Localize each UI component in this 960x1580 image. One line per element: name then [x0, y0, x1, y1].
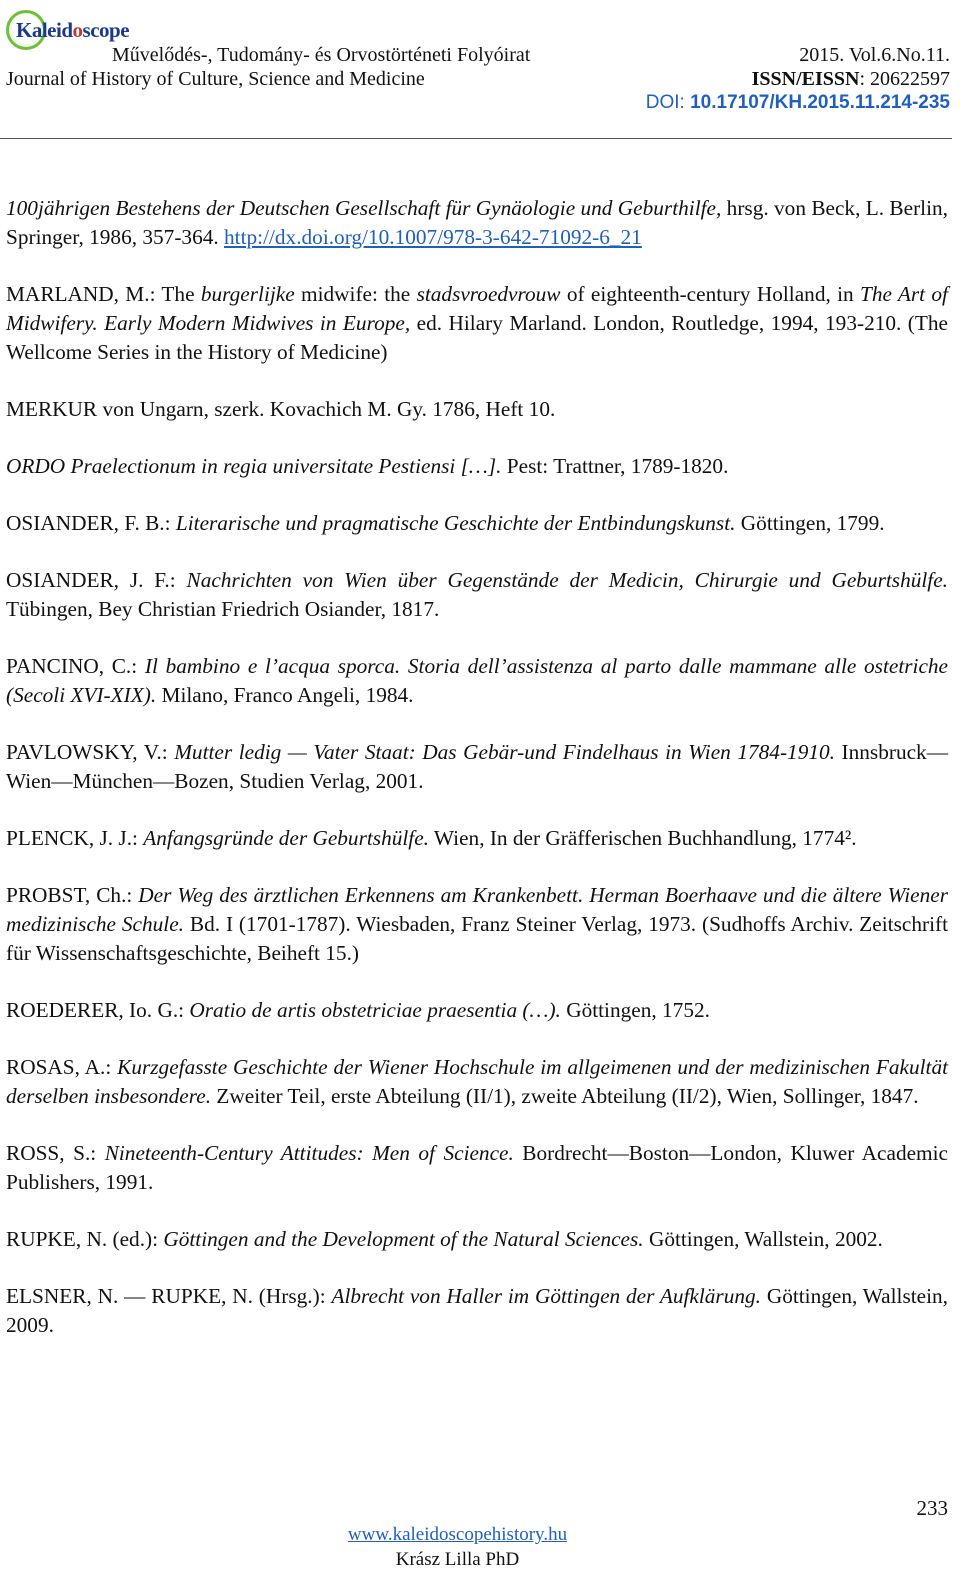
reference-entry: ORDO Praelectionum in regia universitate Pestiensi […]. Pest: Trattner, 1789-1820.: [6, 454, 729, 478]
reference-entry: 100jährigen Bestehens der Deutschen Gesellschaft für Gynäologie und Geburthilfe, hrsg. von Beck, L. Berlin, Springer, 1986, 357-364. http://dx.doi.org/10.1007/978-3-642-71092-6_21: [6, 196, 948, 249]
reference-entry: OSIANDER, J. F.: Nachrichten von Wien über Gegenstände der Medicin, Chirurgie und Geburtshülfe. Tübingen, Bey Christian Friedrich Osiander, 1817.: [6, 568, 948, 621]
journal-title-hungarian: Művelődés-, Tudomány- és Orvostörténeti Folyóirat: [112, 44, 531, 66]
reference-entry: ROEDERER, Io. G.: Oratio de artis obstetriciae praesentia (…). Göttingen, 1752.: [6, 998, 710, 1022]
reference-entry: MERKUR von Ungarn, szerk. Kovachich M. Gy. 1786, Heft 10.: [6, 397, 556, 421]
reference-entry: PAVLOWSKY, V.: Mutter ledig — Vater Staat: Das Gebär-und Findelhaus in Wien 1784-1910. Innsbruck—Wien—München—Bozen, Studien Verlag, 2001.: [6, 740, 948, 793]
kaleidoscope-logo: [6, 10, 130, 50]
reference-entry: ROSS, S.: Nineteenth-Century Attitudes: Men of Science. Bordrecht—Boston—London, Kluwer Academic Publishers, 1991.: [6, 1141, 948, 1194]
journal-volume: 2015. Vol.6.No.11.: [799, 44, 950, 66]
reference-entry: OSIANDER, F. B.: Literarische und pragmatische Geschichte der Entbindungskunst. Göttingen, 1799.: [6, 511, 885, 535]
author-name: Krász Lilla PhD: [395, 1549, 520, 1570]
reference-entry: ELSNER, N. — RUPKE, N. (Hrsg.): Albrecht von Haller im Göttingen der Aufklärung. Göttingen, Wallstein, 2009.: [6, 1284, 948, 1337]
journal-doi: DOI: 10.17107/KH.2015.11.214-235: [645, 92, 950, 113]
reference-entry: PLENCK, J. J.: Anfangsgründe der Geburtshülfe. Wien, In der Gräfferischen Buchhandlung, 1774².: [6, 826, 857, 850]
journal-title-english: Journal of History of Culture, Science and Medicine: [6, 68, 425, 90]
journal-issn: ISSN/EISSN: 20622597: [751, 68, 950, 90]
reference-entry: MARLAND, M.: The burgerlijke midwife: the stadsvroedvrouw of eighteenth-century Holland, in The Art of Midwifery. Early Modern Midwives in Europe, ed. Hilary Marland. London, Routledge, 1994, 193-210. (The Wellcome Series in the History of Medicine): [6, 282, 949, 364]
header-divider: [0, 138, 952, 139]
reference-entry: RUPKE, N. (ed.): Göttingen and the Development of the Natural Sciences. Göttingen, Wallstein, 2002.: [6, 1227, 883, 1251]
page-number: 233: [916, 1496, 948, 1520]
reference-entry: ROSAS, A.: Kurzgefasste Geschichte der Wiener Hochschule im allgeimenen und der medizinischen Fakultät derselben insbesondere. Zweiter Teil, erste Abteilung (II/1), zweite Abteilung (II/2), Wien, Sollinger, 1847.: [6, 1055, 949, 1108]
doi-link[interactable]: http://dx.doi.org/10.1007/978-3-642-71092-6_21: [224, 225, 642, 249]
website-link[interactable]: www.kaleidoscopehistory.hu: [347, 1524, 568, 1545]
reference-entry: PROBST, Ch.: Der Weg des ärztlichen Erkennens am Krankenbett. Herman Boerhaave und die ältere Wiener medizinische Schule. Bd. I (1701-1787). Wiesbaden, Franz Steiner Verlag, 1973. (Sudhoffs Archiv. Zeitschrift für Wissenschaftsgeschichte, Beiheft 15.): [6, 883, 948, 965]
reference-list: [6, 194, 948, 1368]
logo-wordmark: Kaleidoscope: [16, 18, 130, 42]
page-header: [0, 0, 960, 140]
reference-entry: PANCINO, C.: Il bambino e l’acqua sporca. Storia dell’assistenza al parto dalle mammane alle ostetriche (Secoli XVI-XIX). Milano, Franco Angeli, 1984.: [6, 654, 949, 707]
